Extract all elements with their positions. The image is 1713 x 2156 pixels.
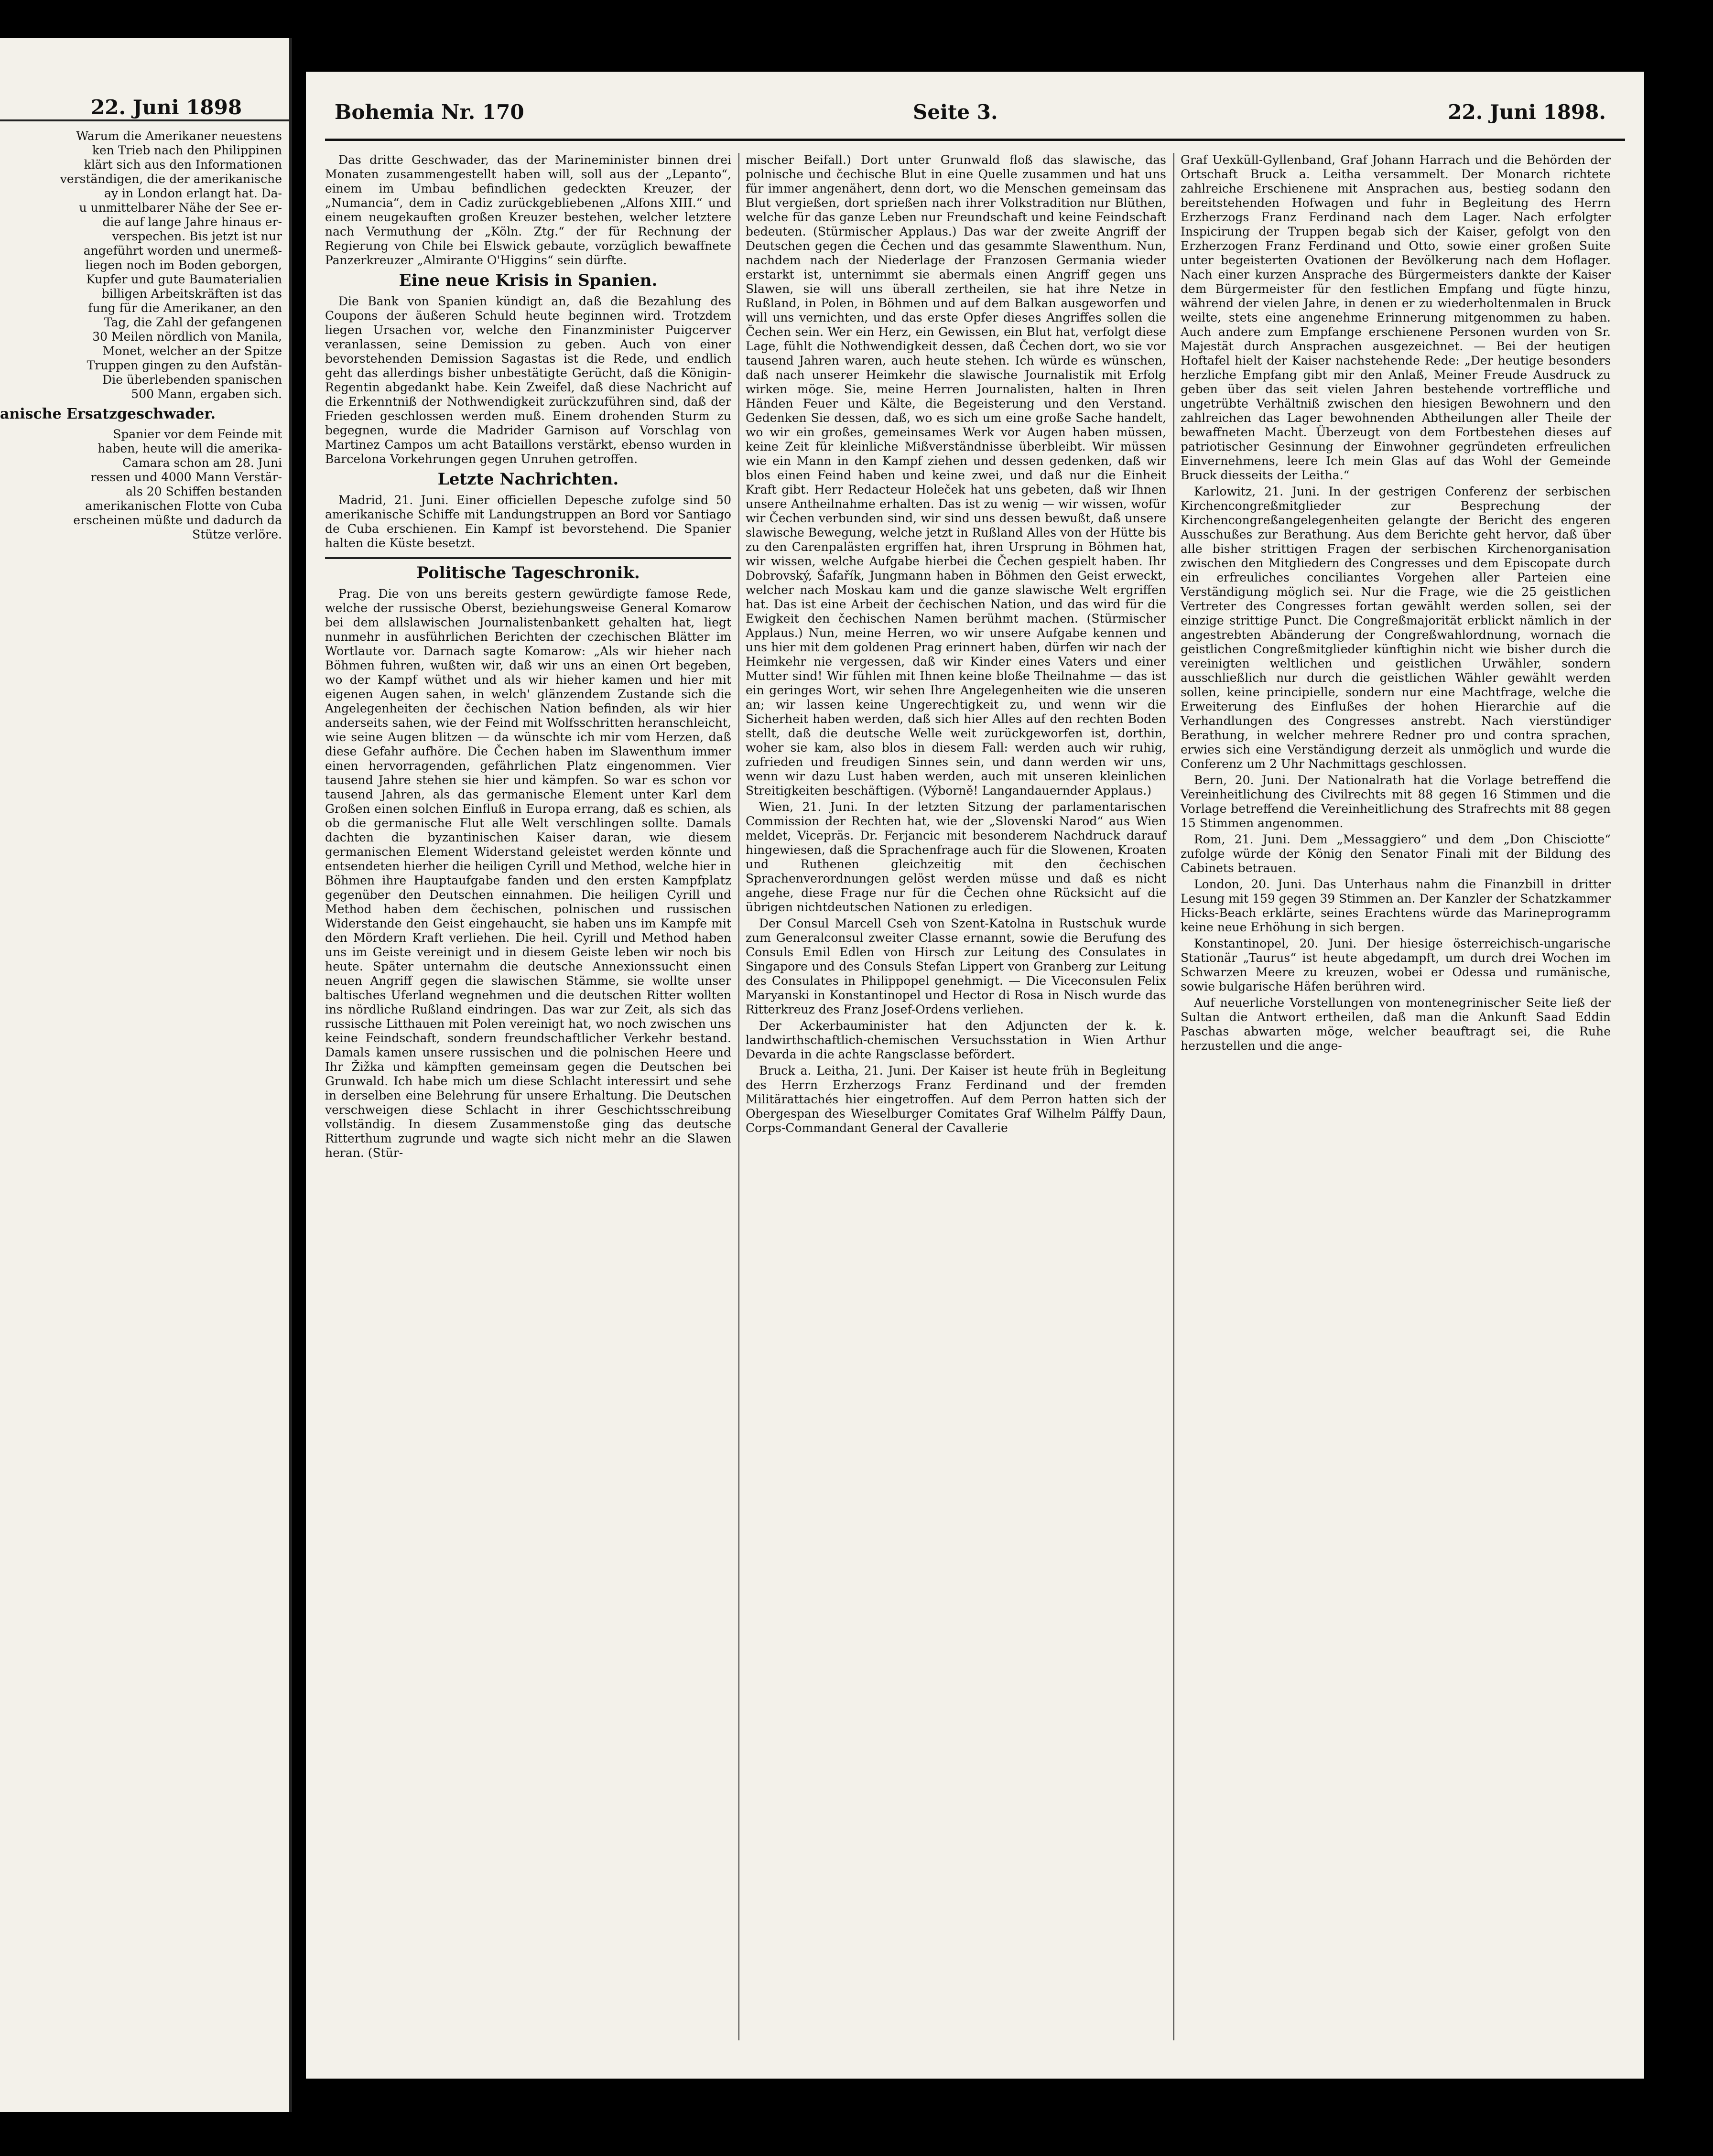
facing-page-line: Monet, welcher an der Spitze xyxy=(102,344,282,358)
section-rule xyxy=(325,557,731,559)
facing-page-line: amerikanischen Flotte von Cuba xyxy=(85,499,282,513)
header-rule xyxy=(325,139,1625,141)
facing-page-line: billigen Arbeitskräften ist das xyxy=(101,287,282,301)
facing-page-line: Warum die Amerikaner neuestens xyxy=(76,129,282,143)
facing-page-line: ressen und 4000 Mann Verstär- xyxy=(90,470,282,484)
article-paragraph: Der Consul Marcell Cseh von Szent-Katolna in Rustschuk wurde zum Generalconsul zweiter Classe ernannt, sowie die Berufung des Consuls Emil Edlen von Hirsch zur Leitung des Consulates in Singapore und des Consuls Stefan Lippert von Granberg zur Leitung des Consulates in Philippopel genehmigt. — Die Viceconsulen Felix Maryanski in Konstantinopel und Hector di Rosa in Nisch wurde das Ritterkreuz des Franz Josef-Ordens verliehen. xyxy=(746,916,1166,1016)
page-header xyxy=(325,100,1625,129)
facing-page-line: Truppen gingen zu den Aufstän- xyxy=(87,358,282,372)
facing-page-line: Camara schon am 28. Juni xyxy=(122,456,282,470)
article-paragraph: Das dritte Geschwader, das der Marineminister binnen drei Monaten zusammengestellt haben will, soll aus der „Lepanto“, einem im Umbau befindlichen gedeckten Kreuzer, der „Numancia“, dem in Cadiz zurückgebliebenen „Alfons XIII.“ und einem neugekauften großen Kreuzer bestehen, welcher letztere nach Vermuthung der „Köln. Ztg.“ der für Rechnung der Regierung von Chile bei Elswick gebaute, vorzüglich bewaffnete Panzerkreuzer „Almirante O'Higgins“ sein dürfte. xyxy=(325,153,731,267)
article-paragraph: Auf neuerliche Vorstellungen von montenegrinischer Seite ließ der Sultan die Antwort ertheilen, daß man die Ankunft Saad Eddin Paschas abwarten möge, welcher beauftragt sei, die Ruhe herzustellen und die ange- xyxy=(1181,996,1611,1053)
column-rule xyxy=(1173,153,1174,2040)
facing-page-header: 22. Juni 1898 xyxy=(91,96,242,119)
masthead-issue: Bohemia Nr. 170 xyxy=(335,100,524,124)
column-1 xyxy=(325,153,731,2050)
column-2 xyxy=(746,153,1166,2050)
facing-page-line: verständigen, die der amerikanische xyxy=(60,172,282,186)
article-paragraph: Madrid, 21. Juni. Einer officiellen Depesche zufolge sind 50 amerikanische Schiffe mit Landungstruppen an Bord vor Santiago de Cuba erschienen. Ein Kampf ist bevorstehend. Die Spanier halten die Küste besetzt. xyxy=(325,493,731,550)
facing-page-rule xyxy=(0,119,289,121)
facing-page-line: als 20 Schiffen bestanden xyxy=(126,485,282,498)
facing-page-text-a xyxy=(0,129,282,401)
article-paragraph: mischer Beifall.) Dort unter Grunwald floß das slawische, das polnische und čechische Blut in eine Quelle zusammen und hat uns für immer angenähert, denn dort, wo die Menschen gemeinsam das Blut vergießen, dort sprießen nach ihrer Volkstradition nur Blüthen, welche für das ganze Leben nur Freundschaft und keine Feindschaft bedeuten. (Stürmischer Applaus.) Das war der zweite Angriff der Deutschen gegen die Čechen und das gesammte Slawenthum. Nun, nachdem nach der Niederlage der Franzosen Germania wieder erstarkt ist, unternimmt sie abermals einen Angriff gegen uns Slawen, sie will uns überall zertheilen, sie hat ihre Netze in Rußland, in Polen, in Böhmen und auf dem Balkan ausgeworfen und will uns vernichten, und das erste Opfer dieses Angriffes sollen die Čechen sein. Wer ein Herz, ein Gewissen, ein Blut hat, verfolgt diese Lage, fühlt die Nothwendigkeit dessen, daß Čechen dort, wo sie vor tausend Jahren waren, auch heute stehen. Ich würde es wünschen, daß nach unserer Heimkehr die slawische Journalistik mit Erfolg wirken möge. Sie, meine Herren Journalisten, halten in Ihren Händen Feuer und Kälte, die Begeisterung und den Verstand. Gedenken Sie dessen, daß, wo es sich um eine große Sache handelt, wo wir ein großes, gemeinsames Werk vor Augen haben müssen, keine Zeit für kleinliche Mißverständnisse überbleibt. Wir müssen wie ein Mann in den Kampf ziehen und dessen gedenken, daß wir blos einen Feind haben und keine zwei, und daß nur die Einheit Kraft gibt. Herr Redacteur Holeček hat uns gebeten, daß wir Ihnen unsere Antheilnahme erhalten. Das ist zu wenig — wir wissen, wofür wir Čechen verbunden sind, wir sind uns dessen bewußt, daß unsere slawische Bewegung, welche jetzt in Rußland Alles von der Hütte bis zu den Carenpalästen ergriffen hat, ihren Ursprung in Böhmen hat, wir wissen, welche Aufgabe hierbei die Čechen gespielt haben. Ihr Dobrovský, Šafařík, Jungmann haben in Böhmen den Geist erweckt, welcher nach Moskau kam und die ganze slawische Welt ergriffen hat. Das ist eine Arbeit der čechischen Nation, und das wird für die Ewigkeit den čechischen Namen berühmt machen. (Stürmischer Applaus.) Nun, meine Herren, wo wir unsere Aufgabe kennen und uns hier mit dem goldenen Prag erinnert haben, dürfen wir nach der Heimkehr nie vergessen, daß wir Kinder eines Vaters und einer Mutter sind! Wir fühlen mit Ihnen keine bloße Theilnahme — das ist ein geringes Wort, wir sehen Ihre Angelegenheiten wie die unseren an; wir lassen keine Ungerechtigkeit zu, und wenn wir die Sicherheit haben werden, daß sich hier Alles auf den rechten Boden stellt, daß die deutsche Welle weit zurückgeworfen ist, dorthin, woher sie kam, also blos in diesem Fall: werden auch wir ruhig, zufrieden und freudigen Sinnes sein, und dann werden wir uns, wenn wir dazu Lust haben werden, auch mit unseren kleinlichen Streitigkeiten beschäftigen. (Výborně! Langandauernder Applaus.) xyxy=(746,153,1166,798)
facing-page-line: erscheinen müßte und dadurch da xyxy=(73,513,282,527)
article-paragraph: Rom, 21. Juni. Dem „Messaggiero“ und dem „Don Chisciotte“ zufolge würde der König den Senator Finali mit der Bildung des Cabinets betrauen. xyxy=(1181,832,1611,875)
facing-page-line: die auf lange Jahre hinaus er- xyxy=(102,215,282,229)
facing-page-line: Spanier vor dem Feinde mit xyxy=(113,427,282,441)
article-heading: Eine neue Krisis in Spanien. xyxy=(399,271,658,290)
section-heading: Politische Tageschronik. xyxy=(416,563,640,582)
facing-page-line: haben, heute will die amerika- xyxy=(98,442,282,455)
facing-page-line: klärt sich aus den Informationen xyxy=(84,158,282,172)
facing-page-line: verspechen. Bis jetzt ist nur xyxy=(112,229,282,243)
article-paragraph: London, 20. Juni. Das Unterhaus nahm die Finanzbill in dritter Lesung mit 159 gegen 39 Stimmen an. Der Kanzler der Schatzkammer Hicks-Beach erklärte, seines Erachtens würde das Marineprogramm keine neue Erhöhung in sich bergen. xyxy=(1181,877,1611,934)
article-paragraph: Wien, 21. Juni. In der letzten Sitzung der parlamentarischen Commission der Rechten hat, wie der „Slovenski Narod“ aus Wien meldet, Vicepräs. Dr. Ferjancic mit besonderem Nachdruck darauf hingewiesen, daß die Sprachenfrage auch für die Slowenen, Kroaten und Ruthenen gleichzeitig mit den čechischen Sprachenverordnungen gelöst werden müsse und daß es nicht angehe, diese Frage nur für die Čechen ohne Rücksicht auf die übrigen nichtdeutschen Nationen zu erledigen. xyxy=(746,800,1166,914)
facing-page-heading: anische Ersatzgeschwader. xyxy=(0,406,216,422)
facing-page-line: liegen noch im Boden geborgen, xyxy=(85,258,282,272)
facing-page-line: Stütze verlöre. xyxy=(192,528,282,541)
facing-page-line: angeführt worden und unermeß- xyxy=(83,244,282,258)
article-paragraph: Bern, 20. Juni. Der Nationalrath hat die Vorlage betreffend die Vereinheitlichung des Civilrechts mit 88 gegen 16 Stimmen und die Vorlage betreffend die Vereinheitlichung des Strafrechts mit 88 gegen 15 Stimmen angenommen. xyxy=(1181,773,1611,830)
article-paragraph: Bruck a. Leitha, 21. Juni. Der Kaiser ist heute früh in Begleitung des Herrn Erzherzogs Franz Ferdinand und der fremden Militärattachés hier eingetroffen. Auf dem Perron hatten sich der Obergespan des Wieselburger Comitates Graf Wilhelm Pálffy Daun, Corps-Commandant General der Cavallerie xyxy=(746,1064,1166,1135)
column-3 xyxy=(1181,153,1611,2050)
facing-page-line: Tag, die Zahl der gefangenen xyxy=(104,315,282,329)
article-paragraph: Die Bank von Spanien kündigt an, daß die Bezahlung des Coupons der äußeren Schuld heute beginnen wird. Trotzdem liegen Ursachen vor, welche den Finanzminister Puigcerver veranlassen, seine Demission zu geben. Auch von einer bevorstehenden Demission Sagastas ist die Rede, und endlich geht das allerdings bisher unbestätigte Gerücht, daß die Königin-Regentin abgedankt habe. Kein Zweifel, daß diese Nachricht auf die Erkenntniß der Nothwendigkeit zurückzuführen sind, daß der Frieden geschlossen werden muß. Einem drohenden Sturm zu begegnen, wurde die Madrider Garnison auf Vorschlag von Martinez Campos um acht Bataillons verstärkt, ebenso wurden in Barcelona Vorkehrungen gegen Unruhen getroffen. xyxy=(325,294,731,466)
facing-page-line: ay in London erlangt hat. Da- xyxy=(104,186,282,200)
facing-page xyxy=(0,38,292,2112)
article-paragraph: Konstantinopel, 20. Juni. Der hiesige österreichisch-ungarische Stationär „Taurus“ ist heute abgedampft, um durch drei Wochen im Schwarzen Meere zu kreuzen, wobei er Odessa und rumänische, sowie bulgarische Häfen berühren wird. xyxy=(1181,937,1611,993)
page-date: 22. Juni 1898. xyxy=(1448,100,1606,124)
article-heading: Letzte Nachrichten. xyxy=(437,470,619,489)
article-paragraph: Der Ackerbauminister hat den Adjuncten der k. k. landwirthschaftlich-chemischen Versuchsstation in Wien Arthur Devarda in die achte Rangsclasse befördert. xyxy=(746,1019,1166,1061)
article-paragraph: Graf Uexküll-Gyllenband, Graf Johann Harrach und die Behörden der Ortschaft Bruck a. Leitha versammelt. Der Monarch richtete zahlreiche Erschienene mit Ansprachen aus, bestieg sodann den bereitstehenden Hofwagen und fuhr in Begleitung des Herrn Erzherzogs Franz Ferdinand nach dem Lager. Nach erfolgter Inspicirung der Truppen begab sich der Kaiser, gefolgt von den Erzherzogen Franz Ferdinand und Otto, sowie einer großen Suite unter begeisterten Ovationen der Bevölkerung nach dem Hoflager. Nach einer kurzen Ansprache des Bürgermeisters dankte der Kaiser dem Bürgermeister für den festlichen Empfang und fügte hinzu, während der vielen Jahre, in denen er zu wiederholtenmalen in Bruck weilte, stets eine angenehme Erinnerung mitgenommen zu haben. Auch andere zum Empfange erschienene Personen wurden von Sr. Majestät durch Ansprachen ausgezeichnet. — Bei der heutigen Hoftafel hielt der Kaiser nachstehende Rede: „Der heutige besonders herzliche Empfang gibt mir den Anlaß, Meiner Freude Ausdruck zu geben über das seit vielen Jahren bestehende vortreffliche und ungetrübte Verhältniß zwischen den hiesigen Bewohnern und den zahlreichen das Lager bewohnenden Abtheilungen aller Theile der bewaffneten Macht. Überzeugt von dem Fortbestehen dieses auf patriotischer Gesinnung der Einwohner gegründeten erfreulichen Einvernehmens, leere Ich mein Glas auf das Wohl der Gemeinde Bruck diesseits der Leitha.“ xyxy=(1181,153,1611,482)
facing-page-text-b xyxy=(0,427,282,542)
article-paragraph: Prag. Die von uns bereits gestern gewürdigte famose Rede, welche der russische Oberst, beziehungsweise General Komarow bei dem allslawischen Journalistenbankett gehalten hat, liegt nunmehr in ausführlichen Berichten der czechischen Blätter im Wortlaute vor. Darnach sagte Komarow: „Als wir hieher nach Böhmen fuhren, wußten wir, daß wir uns an einen Ort begeben, wo der Kampf wüthet und als wir hieher kamen und hier mit eigenen Augen sahen, in welch' glänzendem Zustande sich die Angelegenheiten der čechischen Nation befinden, als wir hier anderseits sahen, wie der Feind mit Wolfsschritten heranschleicht, wie seine Augen blitzen — da wünschte ich mir vom Herzen, daß diese Gefahr aufhöre. Die Čechen haben im Slawenthum immer einen hervorragenden, gefährlichen Platz eingenommen. Vier tausend Jahre stehen sie hier und kämpfen. So war es schon vor tausend Jahren, als das germanische Element unter Karl dem Großen einen solchen Einfluß in Europa errang, daß es schien, als ob die germanische Flut alle Welt verschlingen sollte. Damals dachten die byzantinischen Kaiser daran, wie diesem germanischen Element Widerstand geleistet werden könnte und entsendeten hierher die heiligen Cyrill und Method, welche hier in Böhmen ihre Hauptaufgabe fanden und den ersten Kampfplatz gegenüber den Deutschen einnahmen. Die heiligen Cyrill und Method haben dem čechischen, polnischen und russischen Widerstande den Geist eingehaucht, sie haben uns im Kampfe mit den Mördern Kraft verliehen. Die heil. Cyrill und Method haben uns im Geiste vereinigt und in diesem Geiste leben wir noch bis heute. Später unternahm die deutsche Annexionssucht einen neuen Angriff gegen die slawischen Stämme, sie wollte unser baltisches Uferland wegnehmen und die deutschen Ritter wollten ins nördliche Rußland eindringen. Das war zur Zeit, als sich das russische Litthauen mit Polen vereinigt hat, wo noch zwischen uns keine Feindschaft, sondern freundschaftlicher Verkehr bestand. Damals kamen unsere russischen und die polnischen Heere und Ihr Žižka und kämpften gemeinsam gegen die Deutschen bei Grunwald. Ich habe mich um diese Schlacht interessirt und sehe in derselben eine Belehrung für unsere Erhaltung. Die Deutschen verschweigen diese Schlacht in ihrer Geschichtsschreibung vollständig. In diesem Zusammenstoße ging das deutsche Ritterthum zugrunde und wagte sich nicht mehr an die Slawen heran. (Stür- xyxy=(325,587,731,1160)
facing-page-line: ken Trieb nach den Philippinen xyxy=(92,143,282,157)
facing-page-line: fung für die Amerikaner, an den xyxy=(88,301,282,315)
facing-page-line: 500 Mann, ergaben sich. xyxy=(131,387,282,401)
page-number: Seite 3. xyxy=(913,100,998,124)
column-rule xyxy=(738,153,739,2040)
facing-page-line: Die überlebenden spanischen xyxy=(102,373,282,387)
facing-page-line: Kupfer und gute Baumaterialien xyxy=(86,272,282,286)
facing-page-line: 30 Meilen nördlich von Manila, xyxy=(92,330,282,344)
facing-page-line: u unmittelbarer Nähe der See er- xyxy=(79,201,282,215)
article-paragraph: Karlowitz, 21. Juni. In der gestrigen Conferenz der serbischen Kirchencongreßmitglieder zur Besprechung der Kirchencongreßangelegenheiten gelangte der Bericht des engeren Ausschußes zur Berathung. Aus dem Berichte geht hervor, daß über alle bisher strittigen Fragen der serbischen Kirchenorganisation zwischen den Mitgliedern des Congresses und dem Episcopate durch ein erfreuliches conciliantes Vorgehen aller Parteien eine Verständigung möglich sei. Nur die Frage, wie die 25 geistlichen Vertreter des Congresses fortan gewählt werden sollen, sei der einzige strittige Punct. Die Congreßmajorität erblickt nämlich in der angestrebten Abänderung der Congreßwahlordnung, wornach die geistlichen Congreßmitglieder künftighin nicht wie bisher durch die vereinigten weltlichen und geistlichen Urwähler, sondern ausschließlich nur durch die geistlichen Wähler gewählt werden sollen, keine principielle, sondern nur eine Machtfrage, welche die Erweiterung des Einflußes der hohen Hierarchie auf die Verhandlungen des Congresses anstrebt. Nach vierstündiger Berathung, in welcher mehrere Redner pro und contra sprachen, erwies sich eine Verständigung derzeit als unmöglich und wurde die Conferenz um 2 Uhr Nachmittags geschlossen. xyxy=(1181,485,1611,771)
facing-page-column xyxy=(0,129,287,542)
newspaper-page xyxy=(306,72,1644,2079)
